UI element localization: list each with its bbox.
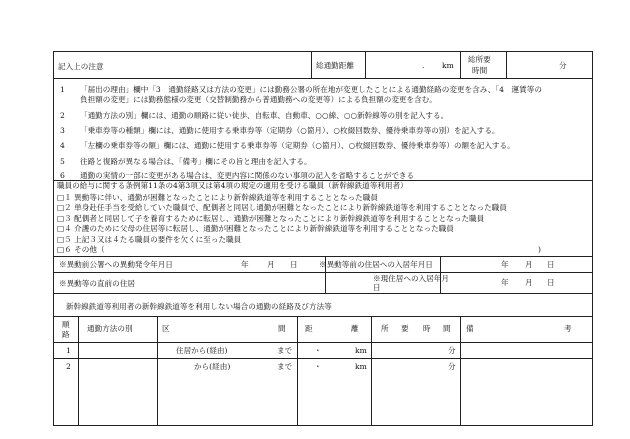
current-residence-label-1: ※現住居への入居年月 <box>373 274 449 283</box>
note-6-number: 6 <box>60 171 65 180</box>
row-1-dot: ・ <box>314 346 322 355</box>
row-1-min: 分 <box>448 346 456 355</box>
distance-dot: . <box>422 61 425 70</box>
header-remarks-2: 考 <box>564 324 572 333</box>
note-2-line-1: 「通勤方法の別」欄には、通勤の順路に従い徒歩、自転車、自動車、○○線、○○新幹線等の別を記入する。 <box>80 111 449 120</box>
current-month: 月 <box>525 278 533 287</box>
note-4-line-1: 「左欄の乗車券等の額」欄には、通勤に使用する乗車券等（定期券（○箇月）、○枚綴回数券、優待乗車券等）の額を記入する。 <box>80 141 515 150</box>
current-day: 日 <box>547 278 555 287</box>
residence-date-field[interactable] <box>441 257 592 272</box>
minutes-unit: 分 <box>559 61 567 70</box>
note-5-line-1: 往路と復路が異なる場合は、「備考」欄にその旨と理由を記入する。 <box>80 157 312 166</box>
current-residence-label-2: 日 <box>373 283 381 292</box>
note-1-line-2: 負担額の変更」には勤務態様の変更（交替制勤務から普通勤務への変更等）による負担額の変更を含む。 <box>80 95 437 104</box>
row-2-from: から(経由) <box>194 362 231 371</box>
shinkansen-option-6[interactable]: □６ その他（ <box>57 245 105 254</box>
shinkansen-title: 職員の給与に関する条例第11条の4第3項又は第4項の規定の適用を受ける職員（新幹線鉄道等利用者） <box>57 181 408 190</box>
residence-date-label: ※異動等前の住居への入居年月日 <box>319 260 433 269</box>
note-3-number: 3 <box>60 126 65 135</box>
header-remarks-1: 備 <box>466 324 474 333</box>
transfer-date-field[interactable] <box>210 257 324 272</box>
note-1-number: 1 <box>60 85 65 94</box>
row-2-km: km <box>355 362 367 371</box>
note-3-line-1: 「乗車券等の種類」欄には、通勤に使用する乗車券等（定期券（○箇月）、○枚綴回数券、優待乗車券等の別）を記入する。 <box>80 126 500 135</box>
notes-title: 記入上の注意 <box>58 62 104 71</box>
other-close-paren: ) <box>538 245 541 254</box>
row-2-to: まで <box>277 362 293 371</box>
header-distance-2: 離 <box>351 324 359 333</box>
shinkansen-option-3[interactable]: □３ 配偶者と同居して子を養育するために転居し、通勤が困難となったことにより新幹線鉄道等を利用することとなった職員 <box>57 214 485 223</box>
row-2-min: 分 <box>448 362 456 371</box>
pre-transfer-address-field[interactable] <box>150 273 324 293</box>
row-1-km: km <box>355 346 367 355</box>
row-1-number: 1 <box>66 346 71 355</box>
note-4-number: 4 <box>60 141 65 150</box>
current-year: 年 <box>501 278 509 287</box>
note-2-number: 2 <box>60 111 65 120</box>
header-order-1: 順 <box>62 320 70 329</box>
transfer-day: 日 <box>290 260 298 269</box>
header-time-4: 間 <box>443 324 451 333</box>
header-section-end: 間 <box>278 324 286 333</box>
shinkansen-option-5[interactable]: □５ 上記３又は４たる職員の要件を欠くに至った職員 <box>57 235 242 244</box>
header-order-2: 路 <box>62 330 70 339</box>
row-2-dot: ・ <box>314 362 322 371</box>
distance-unit: km <box>442 61 454 70</box>
transfer-month: 月 <box>267 260 275 269</box>
note-5-number: 5 <box>60 157 65 166</box>
transfer-year: 年 <box>241 260 249 269</box>
shinkansen-option-2[interactable]: □２ 単身赴任手当を受給していた職員で、配偶者と同居し通勤が困難となったことにより新幹線鉄道等を利用することとなった職員 <box>57 203 507 212</box>
header-section-start: 区 <box>162 324 170 333</box>
pre-transfer-address-label: ※異動等の直前の住居 <box>59 279 135 288</box>
total-time-field[interactable] <box>507 52 592 78</box>
total-time-label-1: 総所要 <box>468 55 491 64</box>
table-row[interactable] <box>54 343 592 358</box>
total-time-label-2: 時間 <box>472 66 488 75</box>
transfer-date-label: ※異動前公署への異動発令年月日 <box>59 260 173 269</box>
note-1-line-1: 「届出の理由」欄中「3 通勤経路又は方法の変更」には勤務公署の所在地が変更したことによる通勤経路の変更を含み、「4 運賃等の <box>80 85 542 94</box>
header-method: 通勤方法の別 <box>87 324 133 333</box>
table-row[interactable] <box>54 359 592 374</box>
route-table-title: 新幹線鉄道等利用者の新幹線鉄道等を利用しない場合の通勤の経路及び方法等 <box>66 302 332 311</box>
shinkansen-option-1[interactable]: □１ 異動等に伴い、通勤が困難となったことにより新幹線鉄道等を利用することとなった職員 <box>57 193 378 202</box>
shinkansen-option-4[interactable]: □４ 介護のために父母の住居等に転居し、通勤が困難となったことにより新幹線鉄道等を利用することとなった職員 <box>57 224 454 233</box>
residence-month: 月 <box>525 260 533 269</box>
residence-year: 年 <box>501 260 509 269</box>
header-time-2: 要 <box>401 324 409 333</box>
note-6-line-1: 通勤の実情の一部に変更がある場合は、変更内容に関係のない事項の記入を省略することができる <box>80 171 415 180</box>
commute-distance-field[interactable] <box>366 52 459 78</box>
header-distance-1: 距 <box>305 324 313 333</box>
row-1-to: まで <box>277 346 293 355</box>
residence-day: 日 <box>547 260 555 269</box>
header-time-1: 所 <box>381 324 389 333</box>
row-1-from: 住居から(経由) <box>176 346 228 355</box>
commute-distance-label: 総通勤距離 <box>316 61 354 70</box>
current-residence-date-field[interactable] <box>441 273 592 293</box>
header-time-3: 時 <box>423 324 431 333</box>
row-2-number: 2 <box>66 362 71 371</box>
